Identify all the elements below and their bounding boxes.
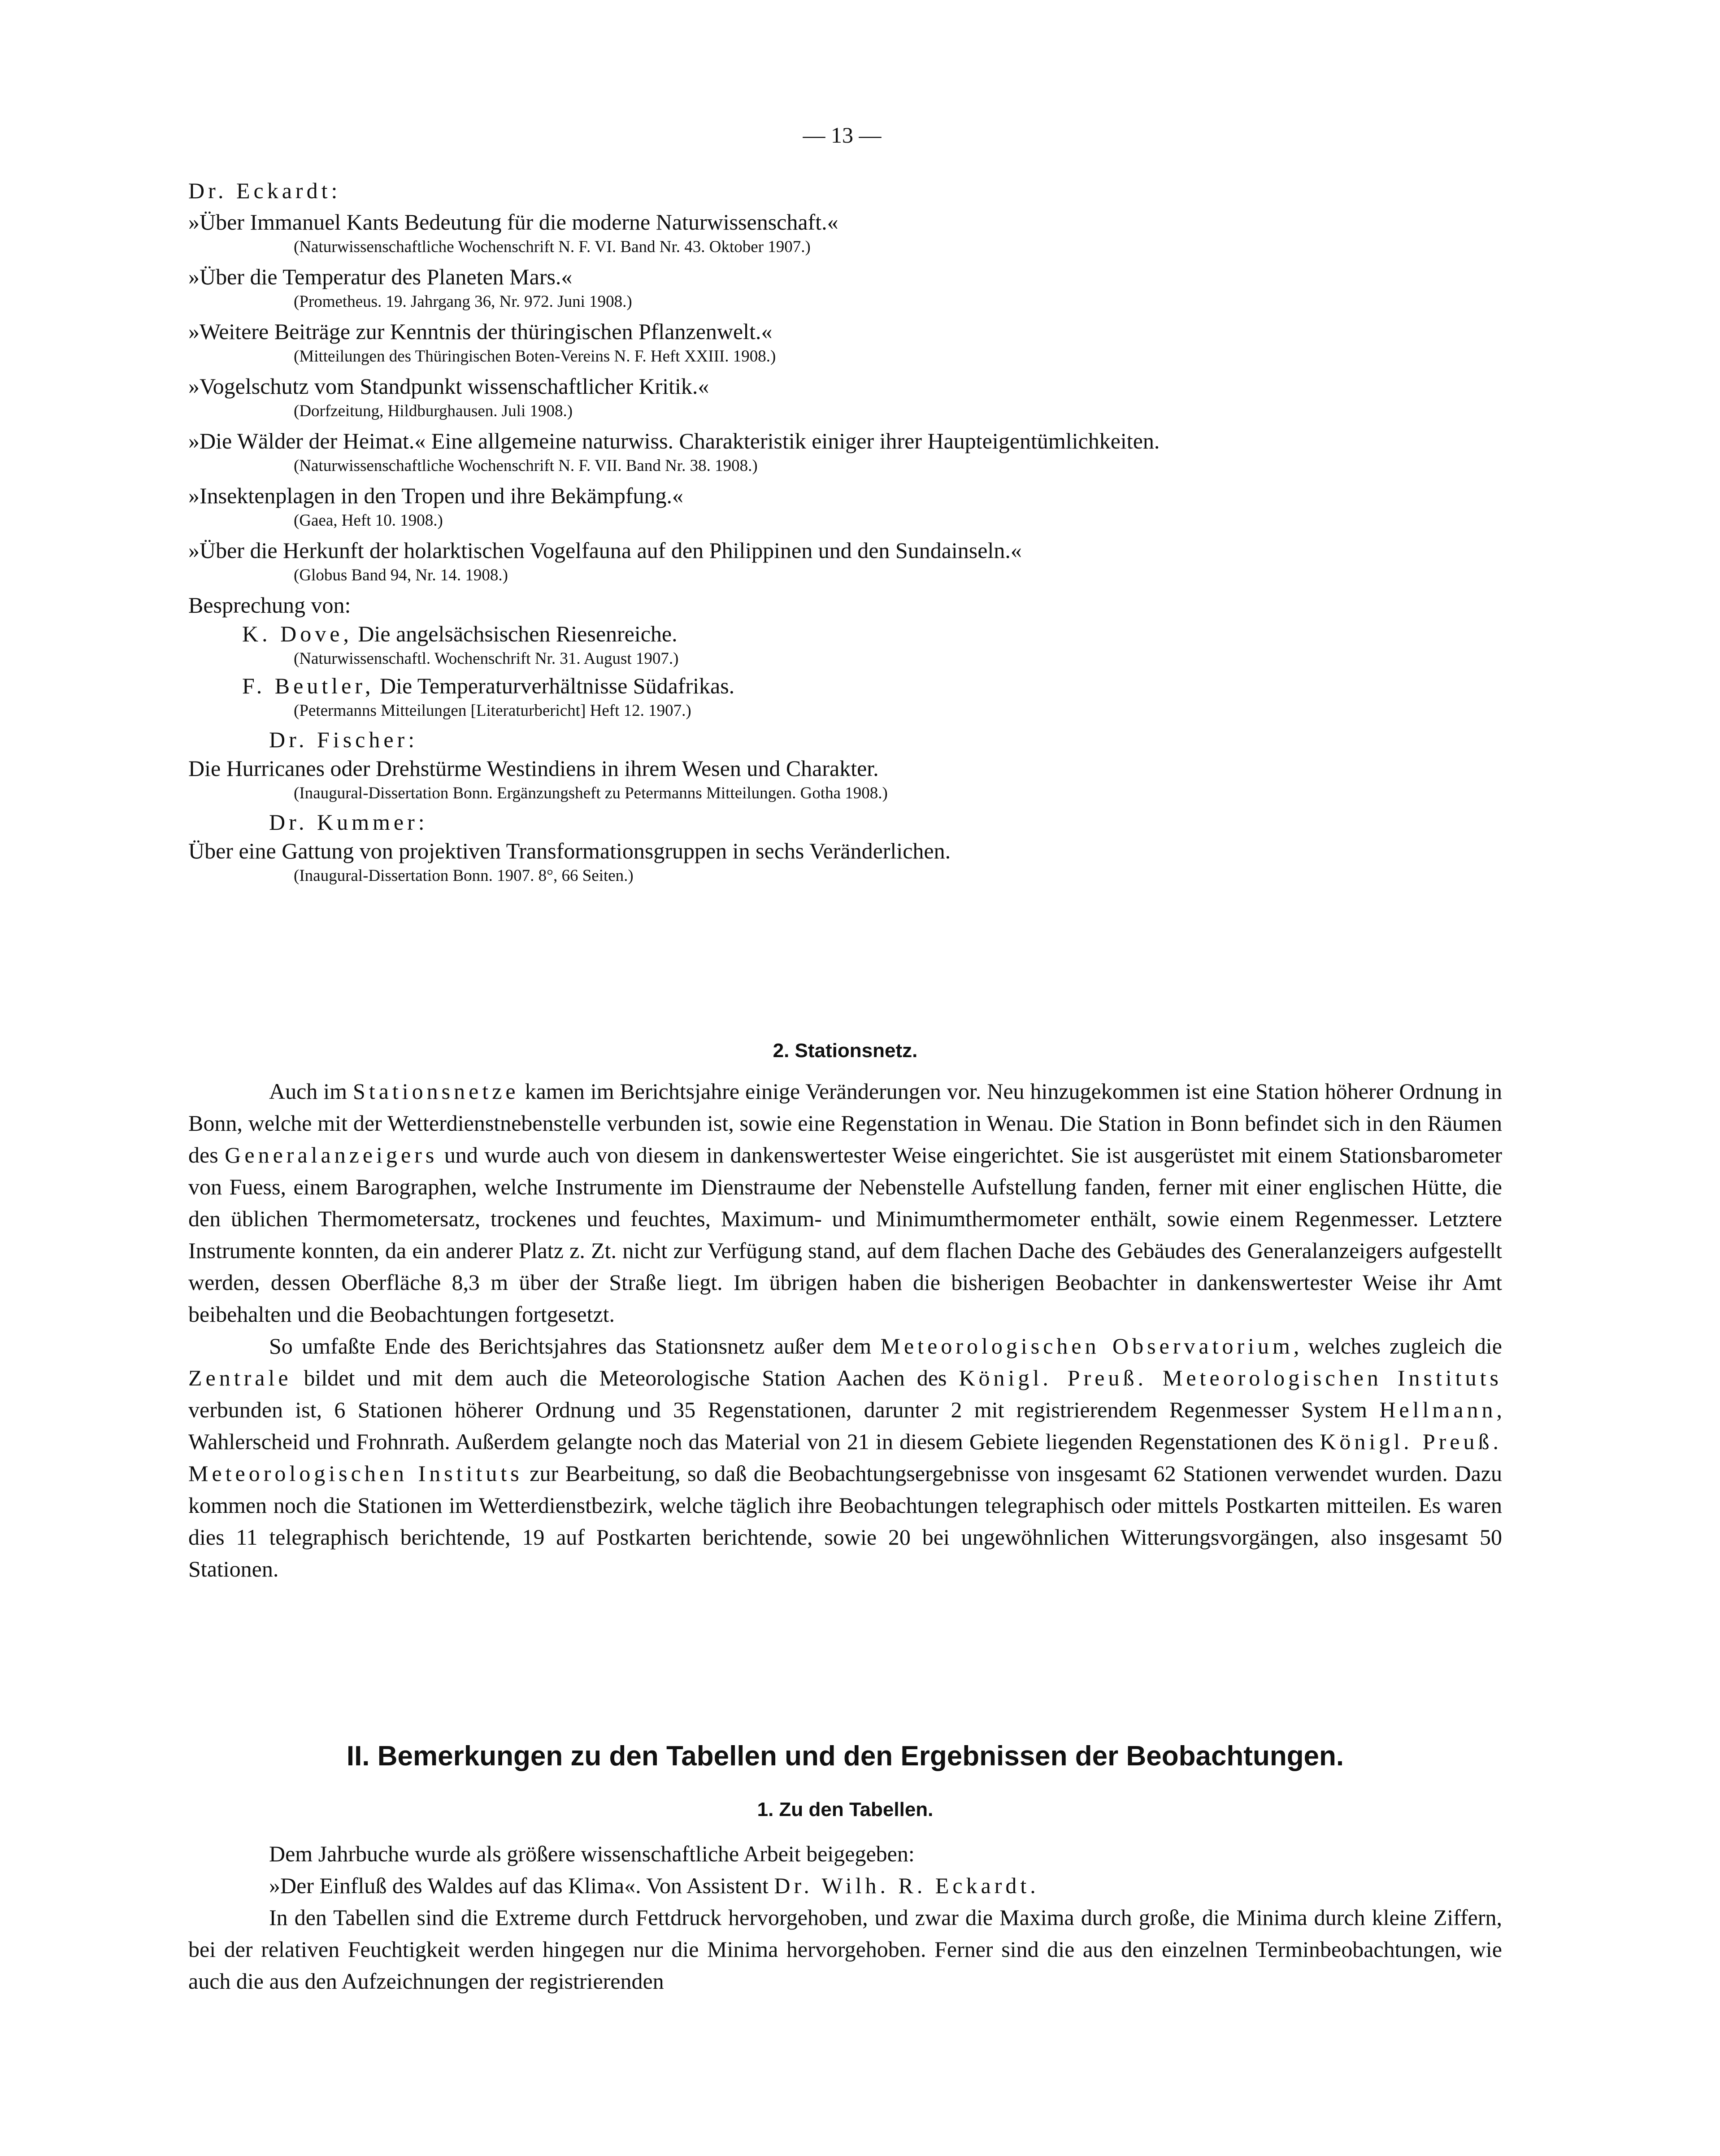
paragraph <box>188 1076 1502 1330</box>
review-work: Die angelsächsischen Riesenreiche. <box>358 621 678 646</box>
review-author: K. Dove, <box>242 621 352 646</box>
review-heading: Besprechung von: <box>188 592 351 618</box>
text-run: , welches zugleich die <box>1293 1333 1502 1359</box>
work-title: »Über die Herkunft der holarktischen Vogelfauna auf den Philippinen und den Sundainseln.« <box>188 538 1022 563</box>
work-item <box>188 373 1489 423</box>
tables-body <box>188 1838 1502 1997</box>
paragraph <box>188 1330 1502 1585</box>
review-citation: (Naturwissenschaftl. Wochenschrift Nr. 31. August 1907.) <box>294 649 679 668</box>
review-title <box>242 672 1489 699</box>
stations-body <box>188 1076 1502 1585</box>
work-citation: (Mitteilungen des Thüringischen Boten-Vereins N. F. Heft XXIII. 1908.) <box>294 347 776 366</box>
publication-list <box>188 177 1489 888</box>
spaced-term: Königl. Preuß. Meteorologischen Instituts <box>959 1365 1503 1390</box>
paragraph: In den Tabellen sind die Extreme durch Fettdruck hervorgehoben, und zwar die Maxima durch große, die Minima durch kleine Ziffern, bei der relativen Feuchtigkeit werden hingegen nur die Minima hervorgehoben. Ferner sind die aus den einzelnen Terminbeobachtungen, wie auch die aus den Aufzeichnungen der registrierenden <box>188 1905 1502 1994</box>
work-title: Über eine Gattung von projektiven Transformationsgruppen in sechs Veränderlichen. <box>188 838 951 863</box>
work-item <box>188 537 1489 587</box>
text-run: zur Bearbeitung, so daß die Beobachtungsergebnisse von insgesamt 62 Stationen verwendet wurden. Dazu kommen noch die Stationen im Wetterdienstbezirk, welche täglich ihre Beobachtungen telegraphisch oder mittels Postkarten mitteilen. Es waren dies 11 telegraphisch berichtende, 19 auf Postkarten berichtende, sowie 20 bei ungewöhnlichen Witterungsvorgängen, also insgesamt 50 Stationen. <box>188 1461 1502 1581</box>
author-fischer: Dr. Fischer: <box>269 727 418 752</box>
text-run: So umfaßte Ende des Berichtsjahres das Stationsnetz außer dem <box>269 1333 881 1359</box>
author-eckardt: Dr. Eckardt: <box>188 178 341 203</box>
work-title: »Vogelschutz vom Standpunkt wissenschaftlicher Kritik.« <box>188 374 709 399</box>
work-citation: (Dorfzeitung, Hildburghausen. Juli 1908.) <box>294 402 573 420</box>
review-title <box>242 620 1489 647</box>
text-run: und wurde auch von diesem in dankenswertester Weise eingerichtet. Sie ist ausgerüstet mit einem Stationsbarometer von Fuess, einem Barographen, welche Instrumente im Dienstraume der Nebenstelle Aufstellung fanden, ferner mit einer englischen Hütte, die den üblichen Thermometersatz, trockenes und feuchtes, Maximum- und Minimumthermometer enthält, sowie einem Regenmesser. Letztere Instrumente konnten, da ein anderer Platz z. Zt. nicht zur Verfügung stand, auf dem flachen Dache des Gebäudes des Generalanzeigers aufgestellt werden, dessen Oberfläche 8,3 m über der Straße liegt. Im übrigen haben die bisherigen Beobachter in dankenswertester Weise ihr Amt beibehalten und die Beobachtungen fortgesetzt. <box>188 1142 1502 1327</box>
work-citation: (Naturwissenschaftliche Wochenschrift N. F. VII. Band Nr. 38. 1908.) <box>294 457 758 475</box>
work-item <box>188 318 1489 368</box>
review-work: Die Temperaturverhältnisse Südafrikas. <box>379 673 735 698</box>
spaced-term: Dr. Wilh. R. Eckardt. <box>774 1873 1039 1898</box>
review-author: F. Beutler, <box>242 673 374 698</box>
work-item <box>188 263 1489 314</box>
work-title: »Insektenplagen in den Tropen und ihre Bekämpfung.« <box>188 483 683 508</box>
author-kummer: Dr. Kummer: <box>269 810 428 835</box>
work-item <box>188 209 1489 259</box>
spaced-term: Zentrale <box>188 1365 292 1390</box>
section-heading-tabellen: 1. Zu den Tabellen. <box>757 1799 934 1821</box>
text-run: Auch im <box>269 1079 353 1104</box>
spaced-term: Generalanzeigers <box>225 1142 438 1167</box>
work-citation: (Naturwissenschaftliche Wochenschrift N. F. VI. Band Nr. 43. Oktober 1907.) <box>294 238 811 256</box>
work-title: »Die Wälder der Heimat.« Eine allgemeine naturwiss. Charakteristik einiger ihrer Haupteigentümlichkeiten. <box>188 428 1160 453</box>
text-run: »Der Einfluß des Waldes auf das Klima«. Von Assistent <box>269 1873 774 1898</box>
work-citation: (Inaugural-Dissertation Bonn. Ergänzungsheft zu Petermanns Mitteilungen. Gotha 1908.) <box>294 784 888 802</box>
chapter-heading: II. Bemerkungen zu den Tabellen und den Ergebnissen der Beobachtungen. <box>346 1741 1344 1772</box>
text-run: verbunden ist, 6 Stationen höherer Ordnung und 35 Regenstationen, darunter 2 mit registrierendem Regenmesser System <box>188 1397 1380 1422</box>
work-citation: (Globus Band 94, Nr. 14. 1908.) <box>294 566 508 584</box>
spaced-term: Königl. Preuß. Meteorologischen Instituts <box>188 1429 1502 1486</box>
spaced-term: Meteorologischen Observatorium <box>880 1333 1294 1359</box>
work-item <box>188 482 1489 532</box>
review-item <box>188 672 1489 723</box>
work-citation: (Gaea, Heft 10. 1908.) <box>294 511 443 530</box>
review-citation: (Petermanns Mitteilungen [Literaturbericht] Heft 12. 1907.) <box>294 701 691 720</box>
review-item <box>188 620 1489 671</box>
text-run: bildet und mit dem auch die Meteorologische Station Aachen des <box>291 1365 959 1390</box>
work-title: Die Hurricanes oder Drehstürme Westindiens in ihrem Wesen und Charakter. <box>188 756 879 781</box>
spaced-term: Stationsnetze <box>353 1079 519 1104</box>
section-heading-stationsnetz: 2. Stationsnetz. <box>773 1040 918 1062</box>
text-line <box>188 1870 1502 1902</box>
page-number: — 13 — <box>803 122 882 148</box>
work-item <box>188 427 1489 478</box>
work-title: »Weitere Beiträge zur Kenntnis der thüringischen Pflanzenwelt.« <box>188 319 773 344</box>
work-citation: (Inaugural-Dissertation Bonn. 1907. 8°, 66 Seiten.) <box>294 867 634 885</box>
text-line: Dem Jahrbuche wurde als größere wissenschaftliche Arbeit beigegeben: <box>269 1841 915 1866</box>
text-run: kamen im Berichtsjahre einige Veränderungen vor. Neu hinzugekommen ist eine Station höherer Ordnung in Bonn, welche mit der Wetterdienstnebenstelle verbunden ist, sowie eine Regenstation in Wenau. Die Station in Bonn befindet sich in den Räumen des <box>188 1079 1502 1167</box>
work-citation: (Prometheus. 19. Jahrgang 36, Nr. 972. Juni 1908.) <box>294 292 632 311</box>
work-title: »Über Immanuel Kants Bedeutung für die moderne Naturwissenschaft.« <box>188 209 838 235</box>
work-title: »Über die Temperatur des Planeten Mars.« <box>188 264 573 289</box>
text-run: , Wahlerscheid und Frohnrath. Außerdem gelangte noch das Material von 21 in diesem Gebiete liegenden Regenstationen des <box>188 1397 1502 1454</box>
spaced-term: Hellmann <box>1379 1397 1497 1422</box>
